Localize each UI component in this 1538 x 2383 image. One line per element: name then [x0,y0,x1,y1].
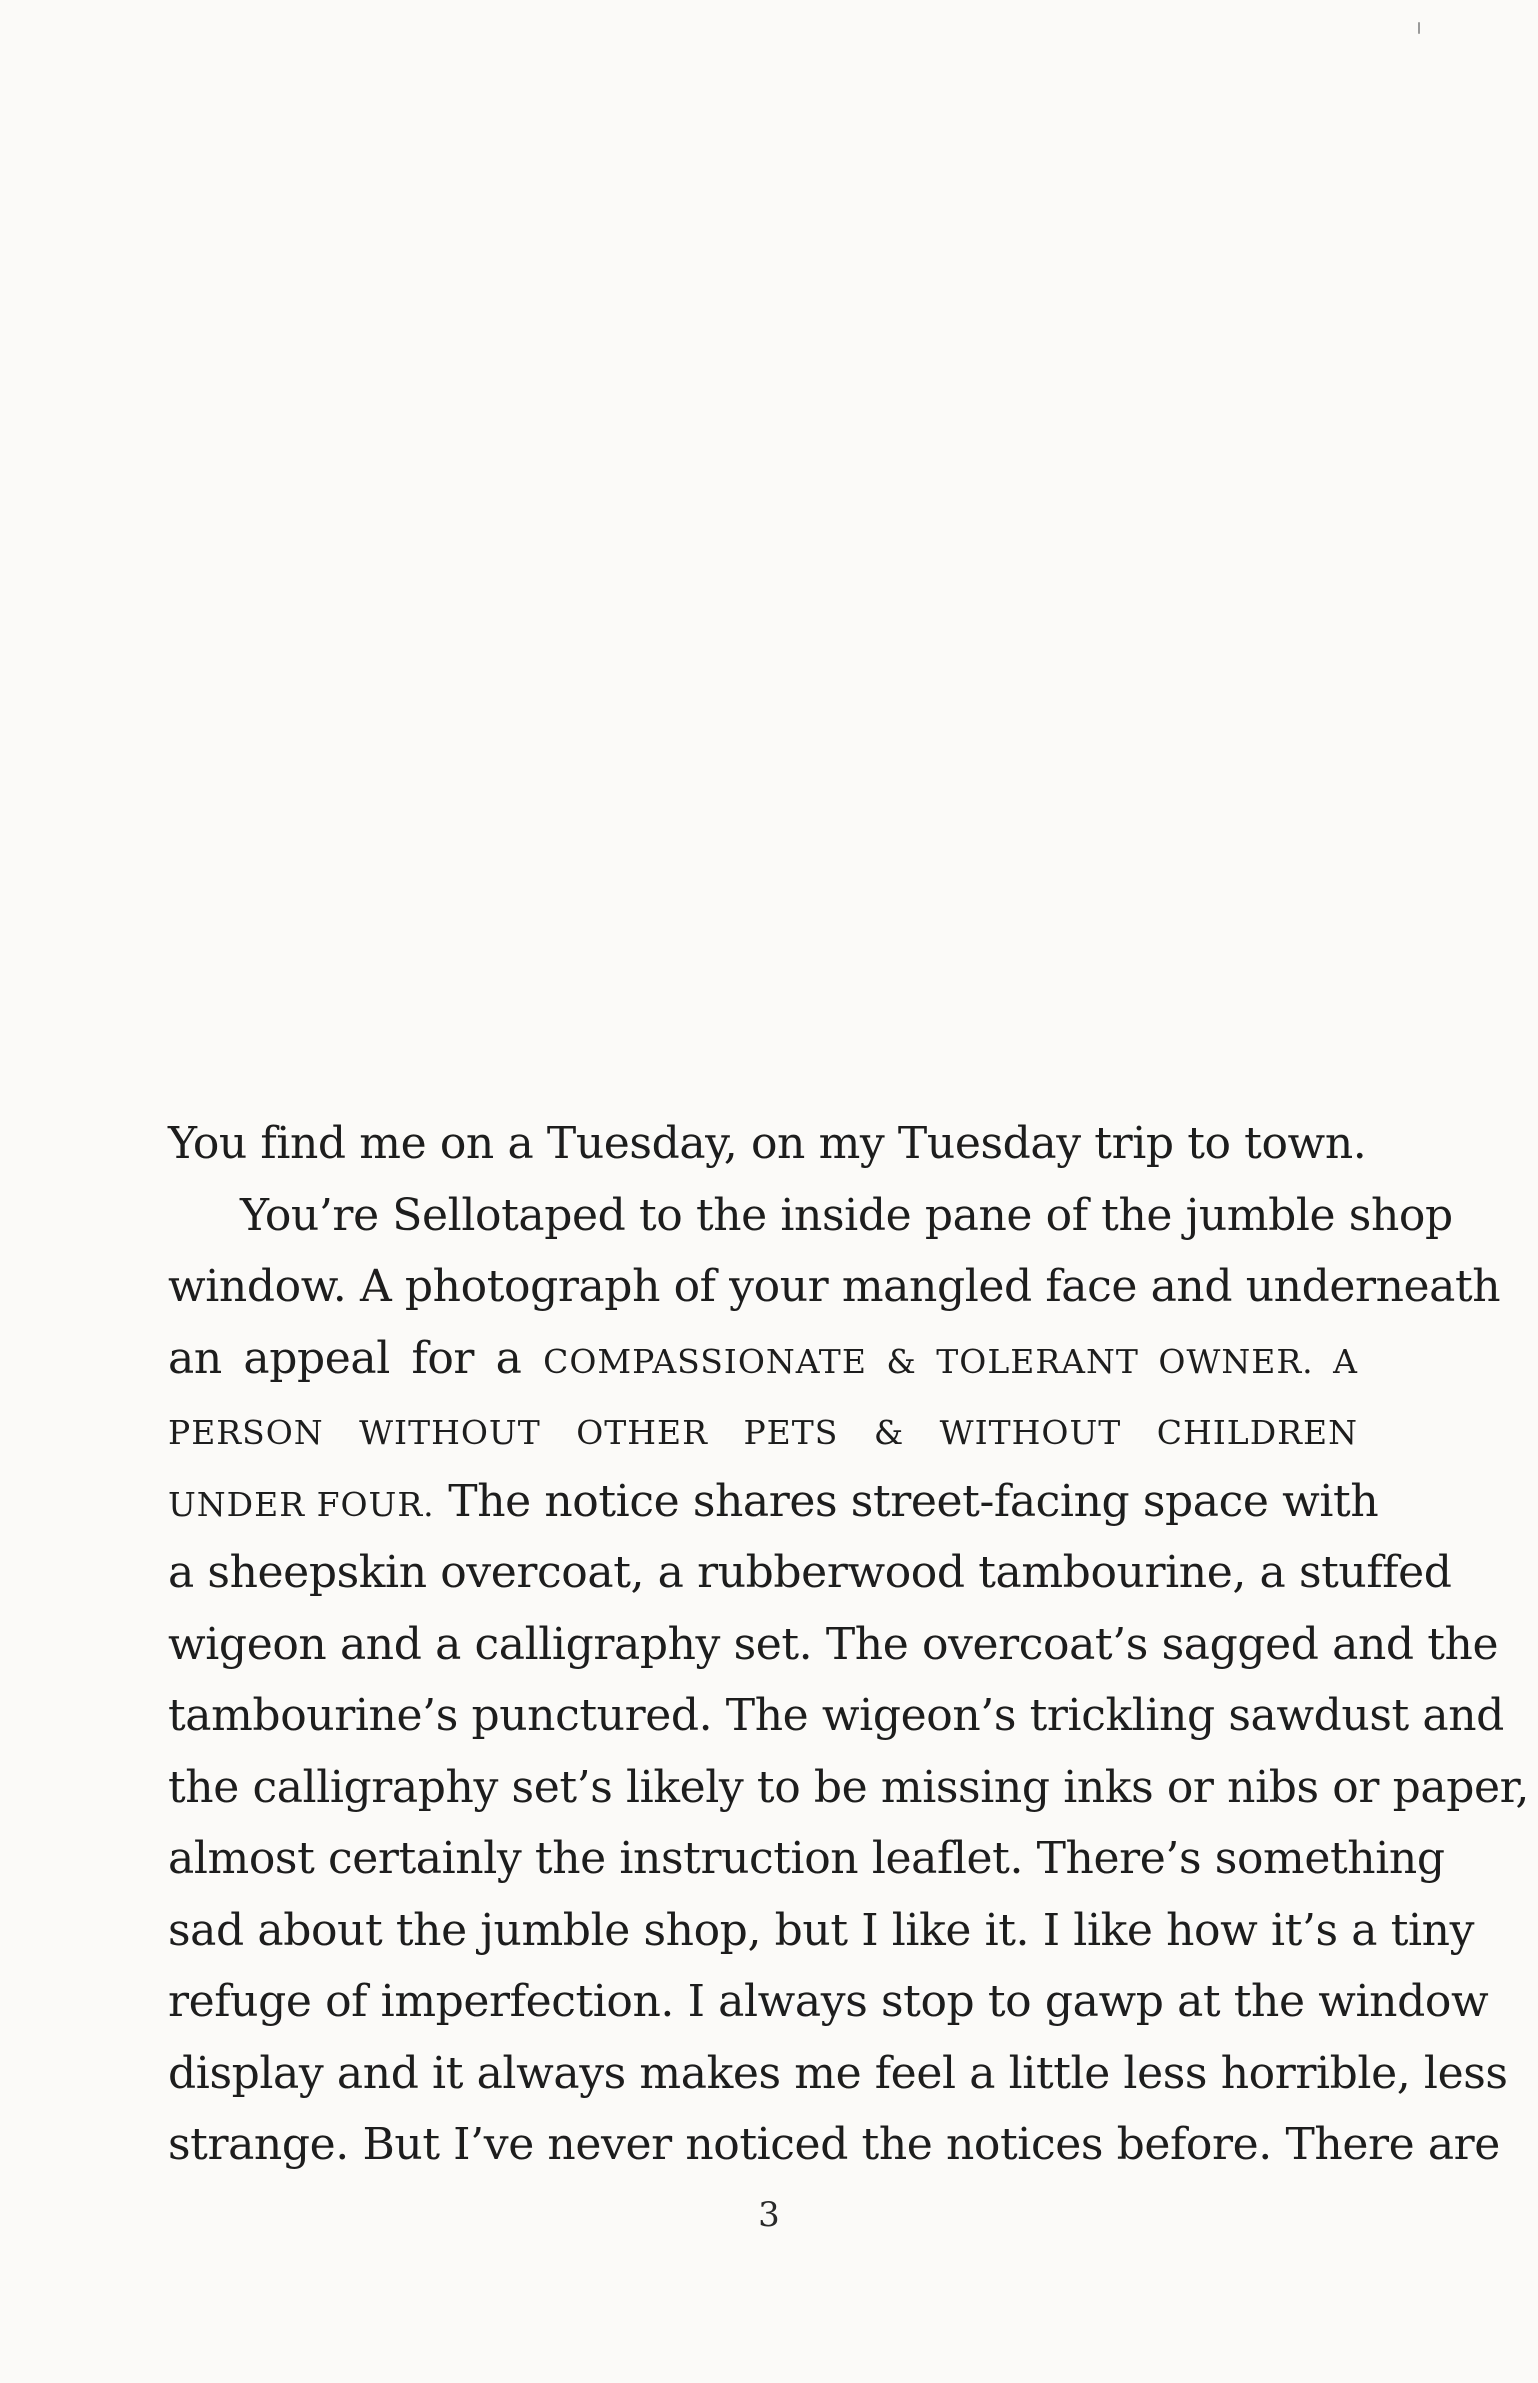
text-line: strange. But I’ve never noticed the notices before. There are [168,2119,1500,2170]
text-run: The notice shares street-facing space with [434,1475,1379,1527]
text-run: an appeal for a [168,1332,544,1384]
small-caps-run: UNDER FOUR. [168,1484,435,1524]
text-line [168,1394,1358,1466]
text-line: refuge of imperfection. I always stop to gawp at the window [168,1976,1489,2027]
small-caps-run: PERSON WITHOUT OTHER PETS & WITHOUT CHILDREN [168,1413,1358,1452]
text-line: sad about the jumble shop, but I like it. I like how it’s a tiny [168,1904,1475,1956]
page-number: 3 [758,2195,780,2235]
text-line: You’re Sellotaped to the inside pane of the jumble shop [240,1189,1453,1241]
text-line [168,1323,1358,1395]
text-line [168,1466,1379,1538]
text-line: the calligraphy set’s likely to be missing inks or nibs or paper, [168,1761,1529,1813]
text-line: almost certainly the instruction leaflet. There’s something [168,1833,1445,1884]
text-line: tambourine’s punctured. The wigeon’s trickling sawdust and [168,1690,1504,1741]
body-text [168,1108,1529,2181]
scan-speck [1418,22,1420,34]
text-line: window. A photograph of your mangled face and underneath [168,1261,1501,1312]
text-line: display and it always makes me feel a little less horrible, less [168,2047,1508,2099]
text-line: a sheepskin overcoat, a rubberwood tambourine, a stuffed [168,1547,1452,1598]
small-caps-run: COMPASSIONATE & TOLERANT OWNER. A [543,1341,1358,1381]
text-line: wigeon and a calligraphy set. The overcoat’s sagged and the [168,1618,1499,1670]
text-line: You find me on a Tuesday, on my Tuesday trip to town. [168,1118,1367,1169]
